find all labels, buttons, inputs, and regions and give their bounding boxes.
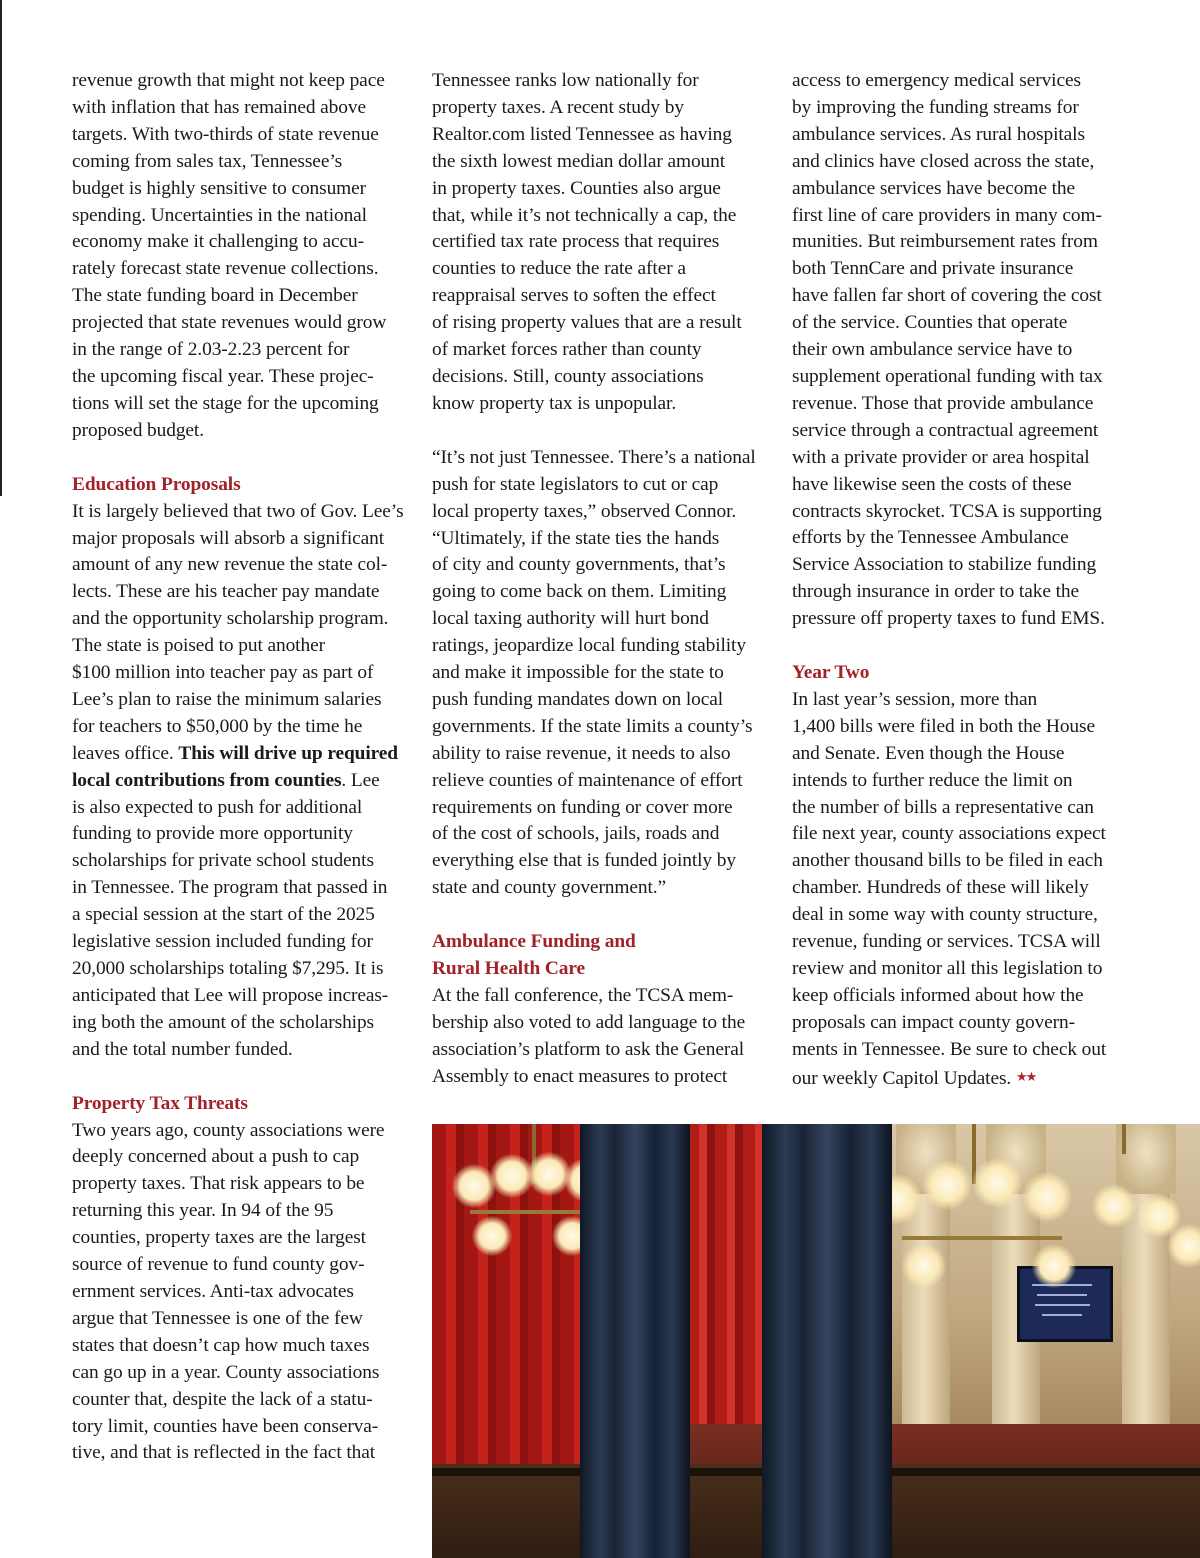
photo-chandelier-light xyxy=(452,1164,496,1208)
photo-chandelier-light xyxy=(902,1244,946,1288)
photo-dark-pillar xyxy=(762,1124,892,1558)
property-tax-heading: Property Tax Threats xyxy=(72,1092,248,1114)
photo-chandelier-light xyxy=(922,1160,972,1210)
education-heading: Education Proposals xyxy=(72,473,241,495)
education-text-b: . Lee is also expected to push for additional funding to provide more opportunity scholarships for private school students in Tennessee. The program that passed in a special session at the start of the 2025 legislative session included funding for 20,000 scholarships totaling $7,295. It is anticipated that Lee will propose increas- ing both the amount of the scholarships and the total number funded. xyxy=(72,769,389,1060)
photo-chandelier-light xyxy=(972,1158,1022,1208)
property-tax-paragraph: Two years ago, county associations were deeply concerned about a push to cap property taxes. That risk appears to be returning this year. In 94 of the 95 counties, property taxes are the largest source of revenue to fund county gov- ernment services. Anti-tax advocates argue that Tennessee is one of the few states that doesn’t cap how much taxes can go up in a year. County associations counter that, despite the lack of a statu- tory limit, counties have been conserva- tive, and that is reflected in the fact that xyxy=(72,1119,385,1464)
education-paragraph xyxy=(72,499,410,1064)
chamber-photo xyxy=(432,1124,1200,1558)
page-edge-rule xyxy=(0,0,2,496)
education-bold-text: This will drive up required local contributions from counties xyxy=(72,742,398,791)
year-two-heading: Year Two xyxy=(792,662,870,684)
photo-chandelier-light xyxy=(1032,1244,1076,1288)
ambulance-paragraph: At the fall conference, the TCSA mem- bership also voted to add language to the association’s platform to ask the General Assembly to enact measures to protect xyxy=(432,985,746,1087)
column-1 xyxy=(72,68,410,1467)
connor-quote: “It’s not just Tennessee. There’s a national push for state legislators to cut or cap local property taxes,” observed Connor. “Ultimately, if the state ties the hands of city and county governments, that’s going to come back on them. Limiting local taxing authority will hurt bond ratings, jeopardize local funding stability and make it impossible for the state to push funding mandates down on local governments. If the state limits a county’s ability to raise revenue, it needs to also relieve counties of maintenance of effort requirements on funding or cover more of the cost of schools, jails, roads and everything else that is funded jointly by state and county government.” xyxy=(432,446,756,899)
photo-chandelier-light xyxy=(472,1216,512,1256)
ambulance-heading: Ambulance Funding and Rural Health Care xyxy=(432,931,636,980)
photo-chandelier-light xyxy=(1092,1184,1136,1228)
photo-dark-pillar xyxy=(580,1124,690,1558)
column-2 xyxy=(432,68,770,1091)
end-mark-stars-icon: ★★ xyxy=(1015,1068,1036,1084)
property-tax-continued: Tennessee ranks low nationally for property taxes. A recent study by Realtor.com listed Tennessee as having the sixth lowest median dollar amount in property taxes. Counties also argue that, while it’s not technically a cap, the certified tax rate process that requires counties to reduce the rate after a reappraisal serves to soften the effect of rising property values that are a result of market forces rather than county decisions. Still, county associations know property tax is unpopular. xyxy=(432,70,742,414)
column-3 xyxy=(792,68,1130,1093)
photo-chandelier-light xyxy=(1022,1172,1072,1222)
education-text-a: It is largely believed that two of Gov. Lee’s major proposals will absorb a significant amount of any new revenue the state col- lects. These are his teacher pay mandate and the opportunity scholarship program. The state is poised to put another $100 million into teacher pay as part of Lee’s plan to raise the minimum salaries for teachers to $50,000 by the time he leaves office. xyxy=(72,500,404,764)
year-two-paragraph xyxy=(792,687,1130,1093)
year-two-text: In last year’s session, more than 1,400 bills were filed in both the House and Senate. Even though the House intends to further reduce the limit on the number of bills a representative can file next year, county associations expect another thousand bills to be filed in each chamber. Hundreds of these will likely deal in some way with county structure, revenue, funding or services. TCSA will review and monitor all this legislation to keep officials informed about how the proposals can impact county govern- ments in Tennessee. Be sure to check out our weekly Capitol Updates. xyxy=(792,688,1107,1089)
ambulance-continued: access to emergency medical services by improving the funding streams for ambulance services. As rural hospitals and clinics have closed across the state, ambulance services have become the first line of care providers in many com- munities. But reimbursement rates from both TennCare and private insurance have fallen far short of covering the cost of the service. Counties that operate their own ambulance service have to supplement operational funding with tax revenue. Those that provide ambulance service through a contractual agreement with a private provider or area hospital have likewise seen the costs of these contracts skyrocket. TCSA is supporting efforts by the Tennessee Ambulance Service Association to stabilize funding through insurance in order to take the pressure off property taxes to fund EMS. xyxy=(792,70,1105,630)
intro-paragraph: revenue growth that might not keep pace with inflation that has remained above targets. With two-thirds of state revenue coming from sales tax, Tennessee’s budget is highly sensitive to consumer spending. Uncertainties in the national economy make it challenging to accu- rately forecast state revenue collections. The state funding board in December projected that state revenues would grow in the range of 2.03-2.23 percent for the upcoming fiscal year. These projec- tions will set the stage for the upcoming proposed budget. xyxy=(72,70,387,441)
